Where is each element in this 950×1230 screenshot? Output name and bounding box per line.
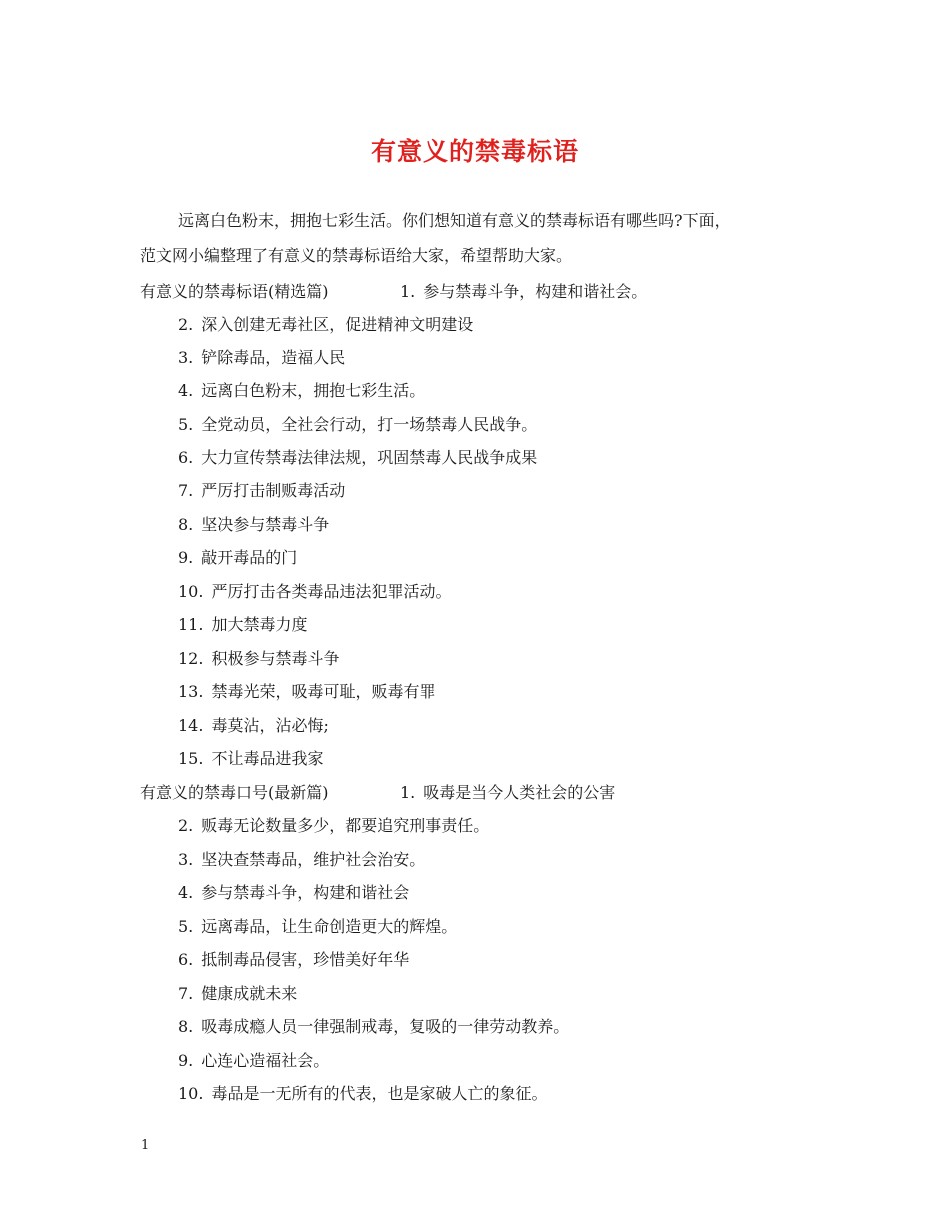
section-2-heading-line [140, 783, 615, 803]
list-item [178, 381, 425, 401]
list-item-text: 贩毒无论数量多少，都要追究刑事责任。 [201, 816, 490, 835]
list-item-number: 3. [178, 348, 194, 367]
list-item-number: 10. [178, 582, 204, 601]
list-item-text: 不让毒品进我家 [211, 749, 324, 768]
list-item-text: 全党动员，全社会行动，打一场禁毒人民战争。 [201, 415, 538, 434]
list-item-text: 毒莫沾，沾必悔; [211, 716, 329, 735]
list-item [178, 883, 409, 903]
list-item-text: 积极参与禁毒斗争 [211, 649, 340, 668]
list-item-text: 吸毒成瘾人员一律强制戒毒，复吸的一律劳动教养。 [201, 1017, 570, 1036]
list-item-number: 6. [178, 950, 194, 969]
list-item [178, 582, 451, 602]
list-item-number: 3. [178, 850, 194, 869]
list-item [178, 515, 329, 535]
section-1-heading-line [140, 282, 647, 302]
list-item [178, 348, 345, 368]
list-item-number: 11. [178, 615, 204, 634]
list-item [178, 548, 297, 568]
intro-line-1: 远离白色粉末，拥抱七彩生活。你们想知道有意义的禁毒标语有哪些吗?下面， [178, 211, 731, 230]
list-item-text: 铲除毒品，造福人民 [201, 348, 346, 367]
list-item-text: 远离白色粉末，拥抱七彩生活。 [201, 381, 426, 400]
list-item [178, 816, 489, 836]
list-item [178, 1084, 547, 1104]
list-item-text: 禁毒光荣，吸毒可耻，贩毒有罪 [211, 682, 436, 701]
list-item-number: 13. [178, 682, 204, 701]
list-item-text: 坚决查禁毒品，维护社会治安。 [201, 850, 426, 869]
list-item-number: 5. [178, 917, 194, 936]
list-item [178, 716, 329, 736]
list-item [178, 1017, 569, 1037]
list-item-text: 参与禁毒斗争，构建和谐社会 [201, 883, 410, 902]
list-item-text: 大力宣传禁毒法律法规，巩固禁毒人民战争成果 [201, 448, 538, 467]
list-item-number: 4. [178, 381, 194, 400]
list-item-number: 1. [400, 282, 416, 301]
list-item [178, 649, 339, 669]
list-item-number: 6. [178, 448, 194, 467]
list-item-number: 9. [178, 548, 194, 567]
list-item-text: 抵制毒品侵害，珍惜美好年华 [201, 950, 410, 969]
list-item-text: 毒品是一无所有的代表，也是家破人亡的象征。 [211, 1084, 548, 1103]
list-item [178, 481, 345, 501]
list-item [178, 917, 457, 937]
intro-line-2: 范文网小编整理了有意义的禁毒标语给大家，希望帮助大家。 [140, 246, 573, 265]
list-item-number: 14. [178, 716, 204, 735]
list-item [178, 950, 409, 970]
list-item-number: 4. [178, 883, 194, 902]
list-item [178, 749, 323, 769]
section-1-heading: 有意义的禁毒标语(精选篇) [140, 282, 329, 301]
list-item [178, 682, 435, 702]
list-item-text: 敲开毒品的门 [201, 548, 298, 567]
list-item-text: 严厉打击制贩毒活动 [201, 481, 346, 500]
list-item [178, 984, 297, 1004]
list-item [178, 615, 307, 635]
list-item-number: 2. [178, 816, 194, 835]
list-item [178, 315, 473, 335]
list-item-text: 坚决参与禁毒斗争 [201, 515, 330, 534]
list-item-number: 2. [178, 315, 194, 334]
list-item [178, 850, 425, 870]
page-number: 1 [141, 1138, 150, 1153]
list-item [178, 448, 537, 468]
list-item [178, 1051, 329, 1071]
list-item-text: 深入创建无毒社区，促进精神文明建设 [201, 315, 474, 334]
list-item-number: 9. [178, 1051, 194, 1070]
list-item-text: 远离毒品，让生命创造更大的辉煌。 [201, 917, 458, 936]
list-item-text: 参与禁毒斗争，构建和谐社会。 [423, 282, 648, 301]
list-item-text: 健康成就未来 [201, 984, 298, 1003]
list-item-number: 12. [178, 649, 204, 668]
page-title: 有意义的禁毒标语 [370, 137, 579, 166]
list-item-number: 7. [178, 481, 194, 500]
section-2-heading: 有意义的禁毒口号(最新篇) [140, 783, 329, 802]
list-item-number: 8. [178, 515, 194, 534]
list-item-number: 5. [178, 415, 194, 434]
list-item-number: 7. [178, 984, 194, 1003]
list-item-number: 10. [178, 1084, 204, 1103]
list-item-number: 15. [178, 749, 204, 768]
list-item-text: 严厉打击各类毒品违法犯罪活动。 [211, 582, 452, 601]
list-item-text: 心连心造福社会。 [201, 1051, 330, 1070]
list-item-number: 1. [400, 783, 416, 802]
list-item-number: 8. [178, 1017, 194, 1036]
list-item [178, 415, 537, 435]
list-item-text: 加大禁毒力度 [211, 615, 308, 634]
list-item-text: 吸毒是当今人类社会的公害 [423, 783, 616, 802]
